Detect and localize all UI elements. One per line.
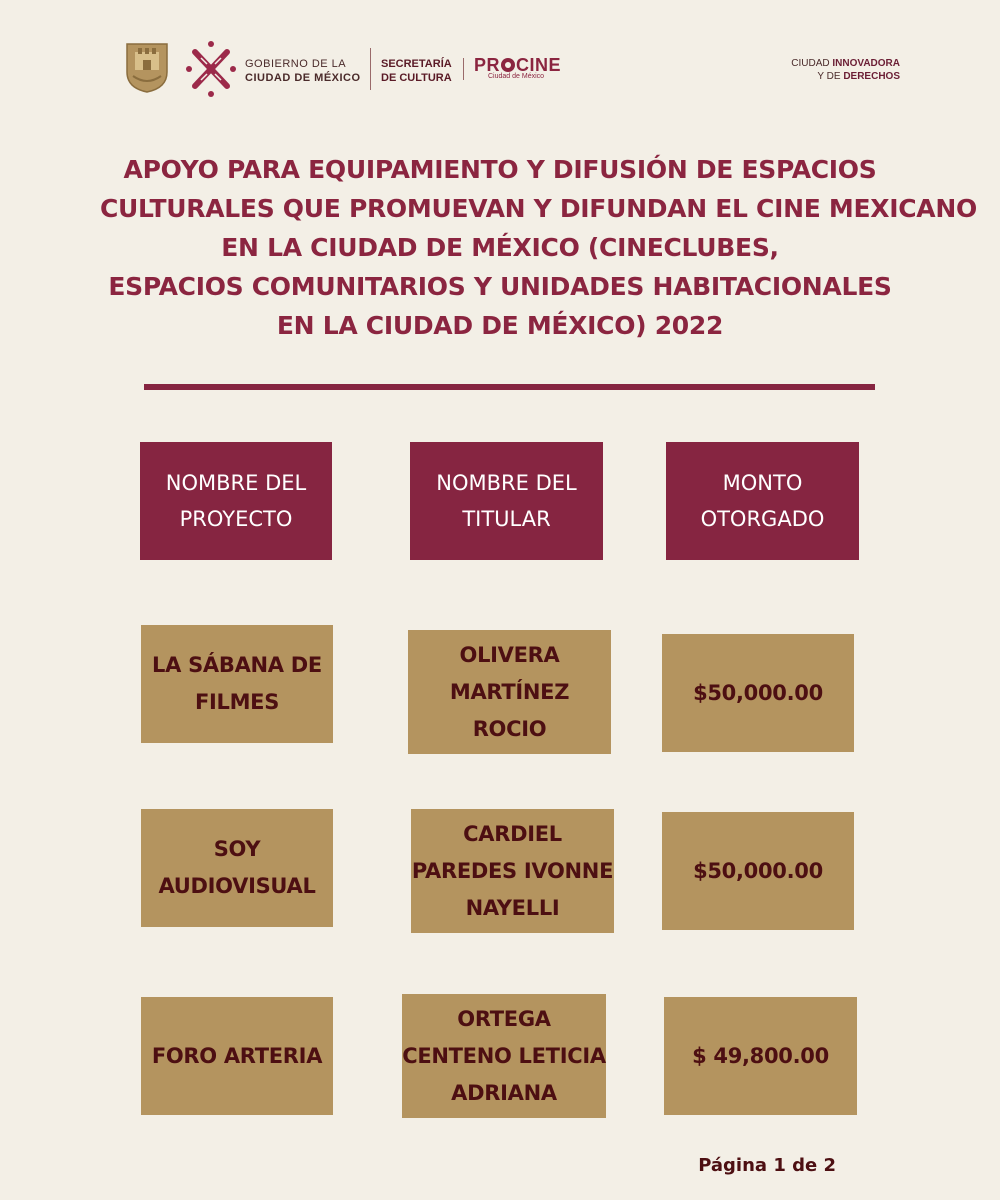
cell-proyecto-2 [141,809,333,927]
cell-titular-3 [402,994,606,1118]
secretaria-cultura-text [381,57,452,85]
title-line: EN LA CIUDAD DE MÉXICO (CINECLUBES, [221,233,779,262]
header-label: NOMBRE DEL PROYECTO [165,471,307,531]
header-label: NOMBRE DEL TITULAR [436,471,577,531]
coat-of-arms-icon [125,42,169,94]
cell-monto-1 [662,634,854,752]
procine-subtitle: Ciudad de México [488,73,545,80]
header-divider-2 [463,58,464,80]
header-monto-otorgado [666,442,859,560]
cell-text: $50,000.00 [693,858,823,883]
cell-proyecto-3 [141,997,333,1115]
page-title [100,150,977,345]
header-nombre-titular [410,442,603,560]
cell-monto-2 [662,812,854,930]
header-label: MONTO OTORGADO [700,471,825,531]
film-reel-icon [501,58,515,72]
title-line: EN LA CIUDAD DE MÉXICO) 2022 [276,311,724,340]
header-nombre-proyecto [140,442,332,560]
cell-text: FORO ARTERIA [151,1043,323,1068]
secretaria-line2: DE CULTURA [381,72,452,84]
gobierno-line2: CIUDAD DE MÉXICO [245,72,361,84]
ciudad-prefix1: CIUDAD [791,58,833,69]
gobierno-line1: GOBIERNO DE LA [245,58,347,70]
page-number: Página 1 de 2 [698,1155,836,1176]
title-line: ESPACIOS COMUNITARIOS Y UNIDADES HABITACIONALES [108,272,892,301]
procine-logo [474,55,561,75]
cell-proyecto-1 [141,625,333,743]
cell-text: $ 49,800.00 [692,1043,829,1068]
cell-text: $50,000.00 [693,680,823,705]
ciudad-prefix2: Y DE [817,71,844,82]
secretaria-line1: SECRETARÍA [381,58,452,70]
cell-titular-2 [411,809,614,933]
ciudad-bold2: DERECHOS [843,71,900,82]
title-line: APOYO PARA EQUIPAMIENTO Y DIFUSIÓN DE ESPACIOS [123,155,877,184]
cell-text: ORTEGA CENTENO LETICIA ADRIANA [402,1006,606,1105]
ciudad-bold1: INNOVADORA [832,58,900,69]
cell-text: OLIVERA MARTÍNEZ ROCIO [449,642,570,741]
title-line: CULTURALES QUE PROMUEVAN Y DIFUNDAN EL CINE MEXICANO [100,194,977,223]
cell-text: CARDIEL PAREDES IVONNE NAYELLI [411,821,614,920]
cell-text: SOY AUDIOVISUAL [158,837,316,898]
ciudad-innovadora-text [791,57,900,83]
cell-monto-3 [664,997,857,1115]
cdmx-logo-icon [185,40,237,98]
header-divider [370,48,371,90]
gobierno-cdmx-text [245,57,361,85]
procine-cine: CINE [516,55,562,75]
cell-titular-1 [408,630,611,754]
procine-pr: PR [474,55,501,75]
cell-text: LA SÁBANA DE FILMES [152,653,322,714]
title-divider [144,384,875,390]
